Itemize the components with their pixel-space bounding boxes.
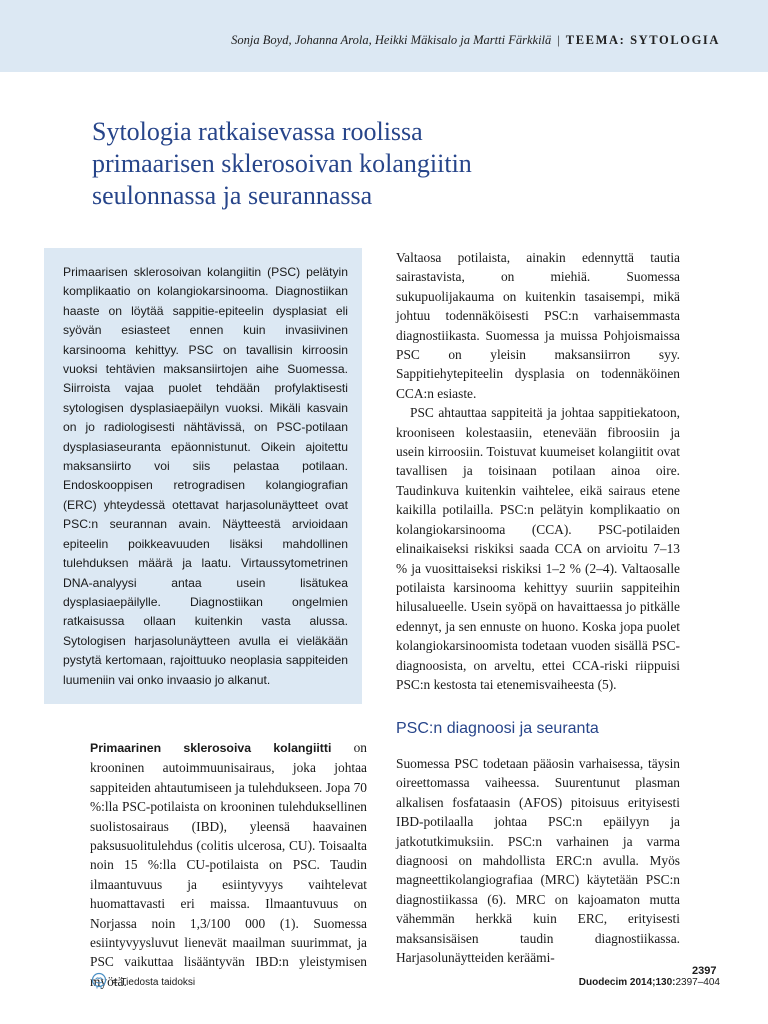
brain-icon [90, 972, 108, 993]
intro-text: on krooninen autoimmuunisairaus, joka johtaa sappiteiden ahtautumiseen ja tulehdukseen. Jopa 70 %:lla PSC-potilaista on krooninen tulehduksellinen suolistosairaus (IBD), yleensä haavainen paksusuolitulehdus (colitis ulcerosa, CU). Toisaalta noin 15 %:lla CU-potilaista on PSC. Taudin ilmaantuvuus ja esiintyvyys vaihtelevat huomattavasti eri maissa. Ilmaantuvuus on Norjassa noin 1,3/100 000 (1). Suomessa esiintyvyysluvut lienevät maailman suurimmat, ja PSC vaikuttaa lisääntyvän IBD:n yleistymisen myötä. [90, 740, 367, 989]
legend-text: = Tiedosta taidoksi [112, 977, 196, 988]
article-title [92, 116, 692, 212]
body-paragraph: Valtaosa potilaista, ainakin edennyttä tautia sairastavista, on miehiä. Suomessa sukupuolijakauma on kuitenkin tasaisempi, mikä johtuu todennäköisesti PSC:n varhaisemmasta diagnostiikasta. Suomessa ja muissa Pohjoismaissa PSC on yleisin maksansiirron syy. Sappitiehytepiteelin dysplasia on todennäköinen CCA:n esiaste. [396, 250, 680, 401]
intro-paragraph [90, 738, 367, 991]
right-column-continued [396, 754, 680, 967]
authors: Sonja Boyd, Johanna Arola, Heikki Mäkisalo ja Martti Färkkilä [231, 33, 552, 47]
right-column [396, 248, 680, 694]
page-range: 2397–404 [675, 977, 720, 988]
title-line: primaarisen sklerosoivan kolangiitin [92, 149, 472, 178]
body-paragraph: Suomessa PSC todetaan pääosin varhaisessa, täysin oireettomassa vaiheessa. Suurentunut plasman alkalisen fosfataasin (AFOS) pitoisuus erityisesti IBD-potilaalla johtaa PSC:n epäilyyn ja jatkotutkimuksiin. PSC:n varhainen ja varma diagnoosi on mahdollista ERC:n avulla. Myös magneettikolangiografiaa (MRC) käytetään PSC:n diagnostiikassa (6). MRC on kajoamaton mutta vähemmän herkkä kuin ERC, erityisesti maksansisäisen taudin diagnostiikassa. Harjasolunäytteiden keräämi- [396, 756, 680, 966]
lead-term: Primaarinen sklerosoiva kolangiitti [90, 741, 332, 755]
title-line: seulonnassa ja seurannassa [92, 181, 373, 210]
page-number: 2397 [692, 965, 717, 977]
journal-name: Duodecim 2014;130: [578, 977, 676, 988]
left-column [90, 738, 367, 991]
header-band [0, 0, 768, 72]
header-separator: | [557, 33, 560, 47]
abstract-box [44, 248, 362, 704]
footer-legend [90, 972, 195, 993]
abstract-text: Primaarisen sklerosoivan kolangiitin (PSC) pelätyin komplikaatio on kolangiokarsinooma. Diagnostiikan haaste on löytää sappitie-epiteelin dysplasiat eli syövän esiasteet ennen kuin invasiivinen karsinooma kehittyy. PSC on tavallisin kirroosin vuoksi tehtävien maksansiirtojen aihe Suomessa. Siirroista vajaa puolet tehdään profylaktisesti sytologisen dysplasiaepäilyn vuoksi. Mikäli kasvain on jo radiologisesti nähtävissä, on PSC-potilaan dysplasiaseuranta epäonnistunut. Oikein ajoitettu maksansiirto voi siis pelastaa potilaan. Endoskooppisen retrogradisen kolangiografian (ERC) yhteydessä otettavat harjasolunäytteet ovat PSC:n seurannan avain. Näytteestä arvioidaan epiteelin poikkeavuuden lisäksi mahdollinen tulehduksen määrä ja laatu. Virtaussytometrinen DNA-analyysi antaa usein lisätukea dysplasiaepäilylle. Diagnostiikan ongelmien ratkaisussa ollaan kuitenkin vasta alussa. Sytologisen harjasolunäytteen avulla ei vieläkään pystytä kertomaan, rajoittuuko neoplasia sappiteiden luumeniin vai onko invaasio jo alkanut. [63, 265, 348, 687]
citation [579, 977, 720, 988]
title-line: Sytologia ratkaisevassa roolissa [92, 117, 423, 146]
section-heading: PSC:n diagnoosi ja seuranta [396, 720, 599, 737]
theme-label: TEEMA: SYTOLOGIA [565, 33, 720, 47]
body-paragraph: PSC ahtauttaa sappiteitä ja johtaa sappitiekatoon, krooniseen kolestaasiin, etenevään fibroosiin ja usein kirroosiin. Toistuvat kuumeiset kolangiitit ovat tavallisen ja toisinaan potilaan ainoa oire. Taudinkuva kuitenkin vaihtelee, eikä sairaus etene kaikilla potilailla. PSC:n pelätyin komplikaatio on kolangiokarsinooma (CCA). PSC-potilaiden elinaikaiseksi riskiksi saada CCA on arvioitu 7–13 % ja vuosittaiseksi riskiksi 1–2 % (2–4). Valtaosalle potilaista karsinooma kehittyy suuriin sappiteihin hilusalueelle. Usein syöpä on havaittaessa jo pitkälle edennyt, ja sen ennuste on huono. Koska jopa puolet kolangiokarsinoomista todetaan vuoden sisällä PSC-diagnoosista, on arveltu, ettei CCA-riski riippuisi PSC:n kestosta tai etenemisvaiheesta (5). [396, 405, 680, 692]
running-header [231, 33, 720, 48]
